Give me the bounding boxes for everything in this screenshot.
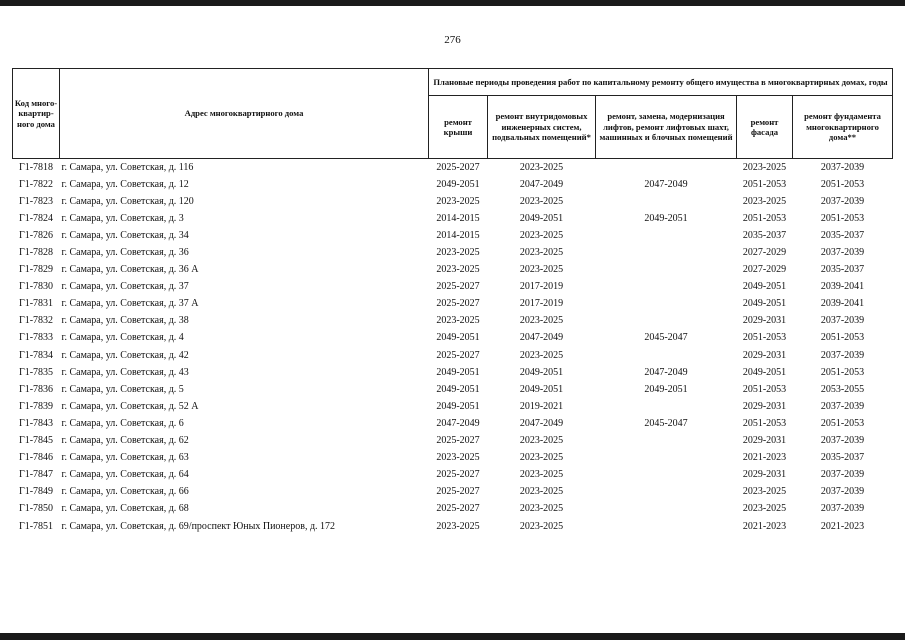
cell-address: г. Самара, ул. Советская, д. 64 [61,469,189,481]
cell-code: Г1-7833 [18,332,54,344]
cell-elevators [596,193,737,210]
cell-elevators [596,484,737,501]
cell-code: Г1-7850 [18,503,54,515]
cell-address: г. Самара, ул. Советская, д. 116 [61,161,194,173]
cell-address: г. Самара, ул. Советская, д. 69/проспект Юных Пионеров, д. 172 [61,520,336,532]
cell-elevators: 2049-2051 [644,212,688,224]
cell-foundation: 2051-2053 [820,366,865,378]
cell-engineering: 2023-2025 [519,469,564,481]
cell-engineering: 2023-2025 [519,195,564,207]
cell-roof: 2025-2027 [436,469,480,481]
cell-foundation: 2035-2037 [820,452,865,464]
cell-code: Г1-7835 [18,366,54,378]
cell-elevators [596,398,737,415]
cell-address: г. Самара, ул. Советская, д. 36 А [61,264,199,276]
header-periods-group: Плановые периоды проведения работ по капитальному ремонту общего имущества в многоквартирных домах, годы [429,69,893,96]
cell-roof: 2047-2049 [436,417,480,429]
cell-foundation: 2021-2023 [820,520,865,532]
cell-facade: 2051-2053 [742,212,787,224]
cell-code: Г1-7829 [18,264,54,276]
cell-elevators [596,296,737,313]
cell-roof: 2023-2025 [436,264,480,276]
table-row [13,330,893,347]
cell-code: Г1-7843 [18,417,54,429]
cell-engineering: 2023-2025 [519,486,564,498]
cell-address: г. Самара, ул. Советская, д. 36 [61,247,189,259]
table-row [13,279,893,296]
cell-facade: 2049-2051 [742,298,787,310]
cell-foundation: 2035-2037 [820,229,865,241]
table-row [13,296,893,313]
cell-roof: 2014-2015 [436,212,480,224]
cell-address: г. Самара, ул. Советская, д. 6 [61,417,184,429]
table-row [13,193,893,210]
table-row [13,518,893,535]
cell-engineering: 2023-2025 [519,349,564,361]
cell-roof: 2025-2027 [436,281,480,293]
cell-elevators [596,450,737,467]
cell-roof: 2049-2051 [436,366,480,378]
cell-facade: 2027-2029 [742,264,787,276]
cell-code: Г1-7826 [18,229,54,241]
cell-foundation: 2037-2039 [820,315,865,327]
cell-foundation: 2051-2053 [820,212,865,224]
cell-facade: 2051-2053 [742,332,787,344]
cell-elevators [596,313,737,330]
cell-foundation: 2035-2037 [820,264,865,276]
cell-foundation: 2039-2041 [820,298,865,310]
cell-address: г. Самара, ул. Советская, д. 38 [61,315,189,327]
table-row [13,415,893,432]
cell-facade: 2051-2053 [742,417,787,429]
cell-roof: 2023-2025 [436,452,480,464]
cell-engineering: 2023-2025 [519,229,564,241]
cell-address: г. Самара, ул. Советская, д. 5 [61,383,184,395]
cell-address: г. Самара, ул. Советская, д. 63 [61,452,189,464]
cell-code: Г1-7846 [18,452,54,464]
cell-roof: 2049-2051 [436,332,480,344]
cell-code: Г1-7830 [18,281,54,293]
cell-foundation: 2037-2039 [820,195,865,207]
cell-code: Г1-7849 [18,486,54,498]
cell-elevators [596,433,737,450]
cell-code: Г1-7823 [18,195,54,207]
top-border-rule [0,0,905,6]
table-row [13,313,893,330]
cell-facade: 2049-2051 [742,281,787,293]
cell-elevators [596,279,737,296]
cell-roof: 2025-2027 [436,349,480,361]
cell-code: Г1-7828 [18,247,54,259]
cell-address: г. Самара, ул. Советская, д. 43 [61,366,189,378]
table-row [13,176,893,193]
cell-foundation: 2037-2039 [820,247,865,259]
cell-code: Г1-7822 [18,178,54,190]
cell-elevators: 2047-2049 [644,366,688,378]
header-facade: ремонт фасада [737,96,793,159]
cell-engineering: 2023-2025 [519,435,564,447]
cell-code: Г1-7836 [18,383,54,395]
cell-facade: 2029-2031 [742,315,787,327]
cell-address: г. Самара, ул. Советская, д. 37 А [61,298,199,310]
table-row [13,501,893,518]
cell-elevators [596,347,737,364]
cell-engineering: 2023-2025 [519,452,564,464]
header-code: Код много-квартир-ного дома [13,69,60,159]
cell-address: г. Самара, ул. Советская, д. 34 [61,229,189,241]
cell-facade: 2049-2051 [742,366,787,378]
cell-elevators [596,262,737,279]
table-row [13,244,893,261]
bottom-border-rule [0,633,905,640]
cell-elevators [596,159,737,177]
table-row [13,381,893,398]
cell-facade: 2027-2029 [742,247,787,259]
cell-roof: 2023-2025 [436,315,480,327]
cell-elevators [596,244,737,261]
table-body [13,159,893,536]
table-row [13,467,893,484]
table-row [13,262,893,279]
cell-roof: 2023-2025 [436,195,480,207]
cell-facade: 2029-2031 [742,400,787,412]
cell-engineering: 2023-2025 [519,247,564,259]
cell-code: Г1-7851 [18,520,54,532]
header-engineering: ремонт внутридомовых инженерных систем, подвальных помещений* [488,96,596,159]
table-row [13,159,893,177]
cell-roof: 2049-2051 [436,400,480,412]
cell-foundation: 2051-2053 [820,417,865,429]
cell-address: г. Самара, ул. Советская, д. 68 [61,503,189,515]
cell-foundation: 2037-2039 [820,349,865,361]
cell-engineering: 2049-2051 [519,383,564,395]
table-row [13,398,893,415]
cell-code: Г1-7832 [18,315,54,327]
cell-address: г. Самара, ул. Советская, д. 52 А [61,400,199,412]
cell-roof: 2025-2027 [436,503,480,515]
cell-foundation: 2037-2039 [820,486,865,498]
cell-foundation: 2051-2053 [820,332,865,344]
page-number: 276 [444,34,461,46]
cell-facade: 2051-2053 [742,383,787,395]
cell-facade: 2029-2031 [742,349,787,361]
cell-code: Г1-7845 [18,435,54,447]
capital-repair-schedule-table [12,68,893,535]
cell-foundation: 2037-2039 [820,400,865,412]
header-elevators: ремонт, замена, модернизация лифтов, ремонт лифтовых шахт, машинных и блочных помещений [596,96,737,159]
cell-engineering: 2047-2049 [519,178,564,190]
cell-elevators [596,227,737,244]
cell-roof: 2023-2025 [436,247,480,259]
cell-address: г. Самара, ул. Советская, д. 66 [61,486,189,498]
cell-facade: 2023-2025 [742,486,787,498]
table-header [13,69,893,159]
cell-code: Г1-7818 [18,161,54,173]
cell-elevators [596,501,737,518]
cell-engineering: 2023-2025 [519,520,564,532]
cell-code: Г1-7847 [18,469,54,481]
cell-engineering: 2023-2025 [519,264,564,276]
cell-facade: 2023-2025 [742,503,787,515]
cell-foundation: 2037-2039 [820,161,865,173]
cell-facade: 2035-2037 [742,229,787,241]
header-address: Адрес многоквартирного дома [60,69,429,159]
cell-code: Г1-7839 [18,400,54,412]
header-roof: ремонт крыши [429,96,488,159]
cell-address: г. Самара, ул. Советская, д. 4 [61,332,184,344]
cell-address: г. Самара, ул. Советская, д. 3 [61,212,184,224]
cell-elevators [596,518,737,535]
cell-engineering: 2049-2051 [519,366,564,378]
header-foundation: ремонт фундамента многоквартирного дома** [793,96,893,159]
cell-facade: 2029-2031 [742,435,787,447]
cell-foundation: 2039-2041 [820,281,865,293]
cell-foundation: 2037-2039 [820,469,865,481]
cell-engineering: 2017-2019 [519,298,564,310]
cell-engineering: 2023-2025 [519,161,564,173]
cell-facade: 2051-2053 [742,178,787,190]
cell-engineering: 2023-2025 [519,503,564,515]
cell-elevators: 2047-2049 [644,178,688,190]
cell-roof: 2025-2027 [436,486,480,498]
cell-foundation: 2037-2039 [820,435,865,447]
cell-foundation: 2053-2055 [820,383,865,395]
table-row [13,210,893,227]
cell-code: Г1-7831 [18,298,54,310]
cell-address: г. Самара, ул. Советская, д. 42 [61,349,189,361]
cell-engineering: 2049-2051 [519,212,564,224]
cell-engineering: 2047-2049 [519,417,564,429]
cell-roof: 2025-2027 [436,298,480,310]
cell-roof: 2023-2025 [436,520,480,532]
cell-address: г. Самара, ул. Советская, д. 12 [61,178,189,190]
cell-elevators: 2049-2051 [644,383,688,395]
cell-roof: 2049-2051 [436,383,480,395]
cell-code: Г1-7834 [18,349,54,361]
cell-address: г. Самара, ул. Советская, д. 37 [61,281,189,293]
cell-roof: 2025-2027 [436,435,480,447]
cell-engineering: 2017-2019 [519,281,564,293]
table-row [13,433,893,450]
cell-facade: 2023-2025 [742,161,787,173]
cell-engineering: 2023-2025 [519,315,564,327]
table-row [13,227,893,244]
table-row [13,347,893,364]
table-row [13,484,893,501]
cell-address: г. Самара, ул. Советская, д. 62 [61,435,189,447]
cell-engineering: 2047-2049 [519,332,564,344]
cell-engineering: 2019-2021 [519,400,564,412]
table-row [13,364,893,381]
cell-foundation: 2051-2053 [820,178,865,190]
table-row [13,450,893,467]
cell-address: г. Самара, ул. Советская, д. 120 [61,195,194,207]
cell-facade: 2029-2031 [742,469,787,481]
cell-foundation: 2037-2039 [820,503,865,515]
cell-code: Г1-7824 [18,212,54,224]
cell-elevators [596,467,737,484]
cell-facade: 2021-2023 [742,452,787,464]
cell-facade: 2023-2025 [742,195,787,207]
cell-roof: 2014-2015 [436,229,480,241]
cell-elevators: 2045-2047 [644,417,688,429]
cell-roof: 2025-2027 [436,161,480,173]
cell-elevators: 2045-2047 [644,332,688,344]
cell-facade: 2021-2023 [742,520,787,532]
cell-roof: 2049-2051 [436,178,480,190]
